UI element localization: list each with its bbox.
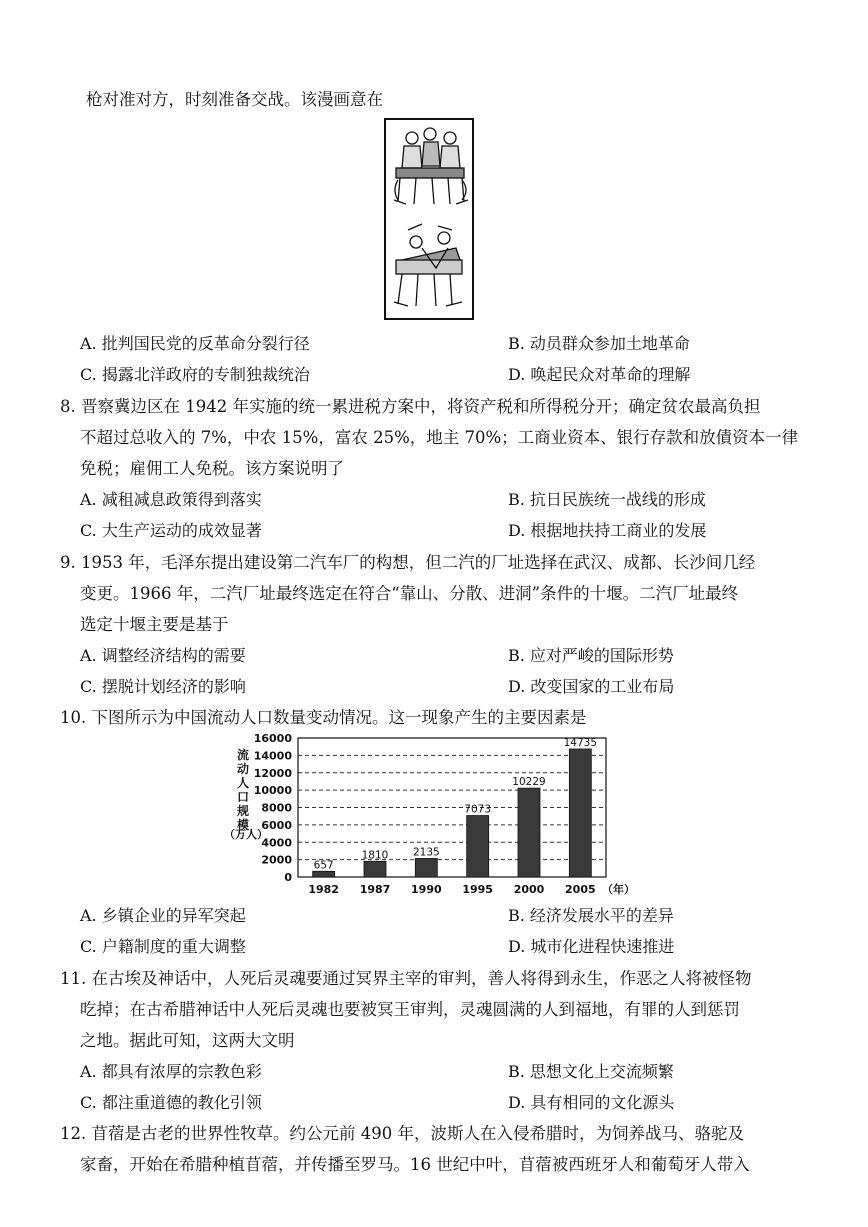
q10-stem-line-1: 10. 下图所示为中国流动人口数量变动情况。这一现象产生的主要因素是 [60, 708, 587, 727]
chart-y-tick-label: 8000 [261, 801, 292, 815]
chart-y-tick-label: 12000 [253, 766, 292, 780]
q7-option-c: C. 揭露北洋政府的专制独裁统治 [80, 365, 310, 384]
cartoon-drawing [386, 120, 472, 318]
chart-y-label-char: 规 [236, 804, 249, 818]
chart-x-axis-unit: （年） [602, 883, 635, 896]
q9-option-c: C. 摆脱计划经济的影响 [80, 677, 246, 696]
chart-y-tick-label: 16000 [253, 732, 292, 745]
chart-bar [313, 871, 335, 877]
chart-x-tick-label: 1990 [411, 883, 442, 896]
chart-y-label-char: 动 [236, 762, 249, 776]
q9-option-a: A. 调整经济结构的需要 [80, 646, 246, 665]
chart-y-label-char: 人 [236, 776, 249, 790]
chart-x-tick-label: 1987 [359, 883, 391, 896]
chart-data-label: 2135 [412, 846, 440, 859]
q9-stem-line-2: 变更。1966 年，二汽厂址最终选定在符合“靠山、分散、进洞”条件的十堰。二汽厂址最终 [80, 584, 739, 603]
q7-option-d: D. 唤起民众对革命的理解 [508, 365, 691, 384]
q11-option-a: A. 都具有浓厚的宗教色彩 [80, 1062, 262, 1081]
q12-stem-line-2: 家畜，开始在希腊种植苜蓿，并传播至罗马。16 世纪中叶，苜蓿被西班牙人和葡萄牙人带入 [80, 1155, 750, 1174]
q8-option-a: A. 减租减息政策得到落实 [80, 490, 262, 509]
q8-stem-line-1: 8. 晋察冀边区在 1942 年实施的统一累进税方案中，将资产税和所得税分开；确定贫农最高负担 [60, 397, 761, 416]
chart-y-tick-label: 14000 [253, 749, 292, 763]
q9-option-b: B. 应对严峻的国际形势 [508, 646, 674, 665]
q10-option-a: A. 乡镇企业的异军突起 [80, 906, 246, 925]
q11-option-c: C. 都注重道德的教化引领 [80, 1093, 262, 1112]
chart-y-axis-unit: （万人） [224, 828, 268, 841]
chart-y-tick-label: 2000 [261, 853, 292, 867]
population-chart [226, 728, 646, 898]
q7-option-a: A. 批判国民党的反革命分裂行径 [80, 334, 310, 353]
q8-option-b: B. 抗日民族统一战线的形成 [508, 490, 706, 509]
q7-option-b: B. 动员群众参加土地革命 [508, 334, 690, 353]
chart-y-tick-label: 0 [284, 871, 292, 884]
chart-y-tick-label: 4000 [261, 836, 292, 850]
chart-bar [518, 788, 540, 877]
q11-stem-line-3: 之地。据此可知，这两大文明 [80, 1031, 295, 1050]
q7-stem-tail: 枪对准对方，时刻准备交战。该漫画意在 [86, 90, 383, 109]
chart-y-label-char: 模 [236, 818, 249, 832]
q11-stem-line-1: 11. 在古埃及神话中，人死后灵魂要通过冥界主宰的审判，善人将得到永生，作恶之人将被怪物 [60, 969, 752, 988]
chart-y-label-char: 口 [236, 790, 249, 804]
q11-option-b: B. 思想文化上交流频繁 [508, 1062, 674, 1081]
population-chart-svg [226, 728, 646, 898]
chart-bar [467, 816, 489, 877]
chart-y-tick-label: 6000 [261, 818, 292, 832]
q9-stem-line-1: 9. 1953 年，毛泽东提出建设第二汽车厂的构想，但二汽的厂址选择在武汉、成都、长沙间几经 [60, 553, 756, 572]
chart-data-label: 657 [313, 859, 334, 872]
chart-bar [364, 861, 386, 877]
q10-option-c: C. 户籍制度的重大调整 [80, 937, 246, 956]
chart-bar [569, 749, 591, 877]
chart-data-label: 7073 [464, 803, 492, 816]
chart-data-label: 1810 [361, 849, 389, 862]
q8-stem-line-3: 免税；雇佣工人免税。该方案说明了 [80, 459, 344, 478]
chart-bar [415, 858, 437, 877]
chart-x-tick-label: 1995 [462, 883, 493, 896]
chart-data-label: 14735 [563, 736, 598, 749]
chart-x-tick-label: 2000 [513, 883, 545, 896]
q10-option-b: B. 经济发展水平的差异 [508, 906, 674, 925]
q11-stem-line-2: 吃掉；在古希腊神话中人死后灵魂也要被冥王审判，灵魂圆满的人到福地，有罪的人到惩罚 [80, 1000, 740, 1019]
cartoon-image [384, 118, 474, 320]
chart-x-tick-label: 2005 [565, 883, 596, 896]
q8-stem-line-2: 不超过总收入的 7%，中农 15%，富农 25%，地主 70%；工商业资本、银行存款和放債资本一律 [80, 428, 799, 447]
chart-y-tick-label: 10000 [253, 784, 292, 798]
q8-option-d: D. 根据地扶持工商业的发展 [508, 521, 707, 540]
q9-stem-line-3: 选定十堰主要是基于 [80, 615, 229, 634]
q12-stem-line-1: 12. 苜蓿是古老的世界性牧草。约公元前 490 年，波斯人在入侵希腊时，为饲养战马、骆驼及 [60, 1124, 744, 1143]
q11-option-d: D. 具有相同的文化源头 [508, 1093, 675, 1112]
chart-data-label: 10229 [512, 776, 546, 789]
chart-y-label-char: 流 [236, 748, 249, 762]
q9-option-d: D. 改变国家的工业布局 [508, 677, 675, 696]
chart-x-tick-label: 1982 [308, 883, 339, 896]
q10-option-d: D. 城市化进程快速推进 [508, 937, 675, 956]
q8-option-c: C. 大生产运动的成效显著 [80, 521, 262, 540]
